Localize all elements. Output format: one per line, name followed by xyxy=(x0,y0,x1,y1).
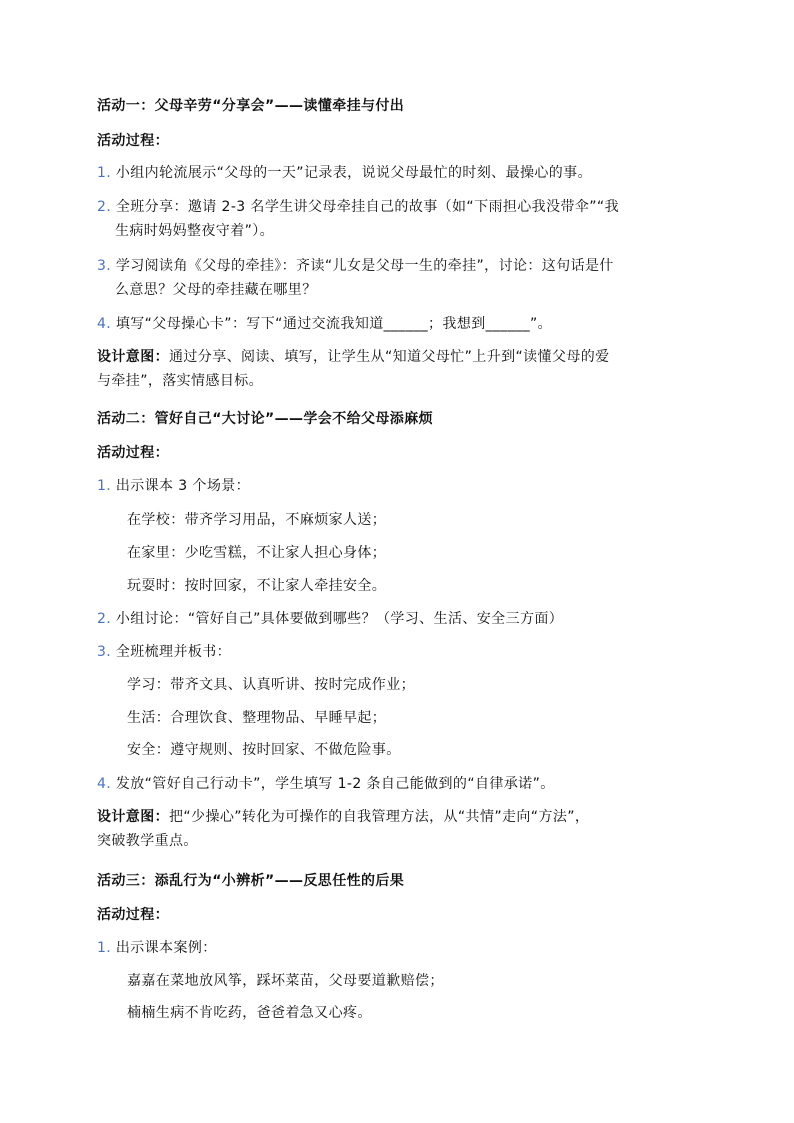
activity2-design-intent-continued: 突破教学重点。 xyxy=(97,833,198,849)
list-number: 2. xyxy=(97,611,112,627)
list-number: 1. xyxy=(97,940,112,956)
design-text: 通过分享、阅读、填写，让学生从“知道父母忙”上升到“读懂父母的爱 xyxy=(169,349,610,365)
list-number: 2. xyxy=(97,199,112,215)
list-item-text: 填写“父母操心卡”：写下“通过交流我知道______；我想到______”。 xyxy=(115,316,553,332)
activity1-item-3-continued: 么意思？父母的牵挂藏在哪里？ xyxy=(115,282,317,298)
list-number: 3. xyxy=(97,258,112,274)
case-line: 嘉嘉在菜地放风筝，踩坏菜苗，父母要道歉赔偿； xyxy=(127,973,444,989)
activity2-process-label: 活动过程： xyxy=(97,445,169,461)
activity1-item-2-continued: 生病时妈妈整夜守着”）。 xyxy=(115,223,275,239)
board-line: 学习：带齐文具、认真听讲、按时完成作业； xyxy=(127,677,415,693)
activity2-item-1 xyxy=(97,476,697,496)
board-line: 安全：遵守规则、按时回家、不做危险事。 xyxy=(127,742,401,758)
list-number: 1. xyxy=(97,165,112,181)
list-item-text: 出示课本案例： xyxy=(115,940,217,956)
scenario-line: 在家里：少吃雪糕，不让家人担心身体； xyxy=(127,545,387,561)
activity1-item-1 xyxy=(97,163,697,183)
list-number: 4. xyxy=(97,316,112,332)
board-line: 生活：合理饮食、整理物品、早睡早起； xyxy=(127,710,387,726)
activity3-title: 活动三：添乱行为“小辨析”——反思任性的后果 xyxy=(97,873,405,889)
list-item-text: 小组讨论：“管好自己”具体要做到哪些？（学习、生活、安全三方面） xyxy=(115,611,564,627)
scenario-line: 玩耍时：按时回家，不让家人牵挂安全。 xyxy=(127,578,387,594)
activity3-item-1 xyxy=(97,938,697,958)
scenario-line: 在学校：带齐学习用品，不麻烦家人送； xyxy=(127,512,387,528)
list-number: 1. xyxy=(97,478,112,494)
activity1-process-label: 活动过程： xyxy=(97,133,169,149)
list-item-text: 出示课本 3 个场景： xyxy=(115,478,251,494)
activity2-design-intent xyxy=(97,807,697,827)
activity2-item-2 xyxy=(97,609,697,629)
list-item-text: 学习阅读角《父母的牵挂》：齐读“儿女是父母一生的牵挂”，讨论：这句话是什 xyxy=(115,258,614,274)
activity2-item-4 xyxy=(97,774,697,794)
design-label: 设计意图： xyxy=(97,809,169,825)
design-label: 设计意图： xyxy=(97,349,169,365)
activity3-process-label: 活动过程： xyxy=(97,907,169,923)
list-number: 4. xyxy=(97,776,112,792)
activity1-item-4 xyxy=(97,314,697,334)
activity2-item-3 xyxy=(97,642,697,662)
list-item-text: 发放“管好自己行动卡”，学生填写 1-2 条自己能做到的“自律承诺”。 xyxy=(115,776,555,792)
list-item-text: 全班梳理并板书： xyxy=(115,644,232,660)
activity1-design-intent xyxy=(97,347,697,367)
activity2-title: 活动二：管好自己“大讨论”——学会不给父母添麻烦 xyxy=(97,411,434,427)
case-line: 楠楠生病不肯吃药，爸爸着急又心疼。 xyxy=(127,1005,372,1021)
list-item-text: 全班分享：邀请 2-3 名学生讲父母牵挂自己的故事（如“下雨担心我没带伞”“我 xyxy=(115,199,619,215)
activity1-design-intent-continued: 与牵挂”，落实情感目标。 xyxy=(97,373,264,389)
activity1-item-3 xyxy=(97,256,697,276)
list-item-text: 小组内轮流展示“父母的一天”记录表，说说父母最忙的时刻、最操心的事。 xyxy=(115,165,592,181)
activity1-title: 活动一：父母辛劳“分享会”——读懂牵挂与付出 xyxy=(97,98,405,114)
design-text: 把“少操心”转化为可操作的自我管理方法，从“共情”走向“方法”， xyxy=(169,809,590,825)
list-number: 3. xyxy=(97,644,112,660)
activity1-item-2 xyxy=(97,197,697,217)
